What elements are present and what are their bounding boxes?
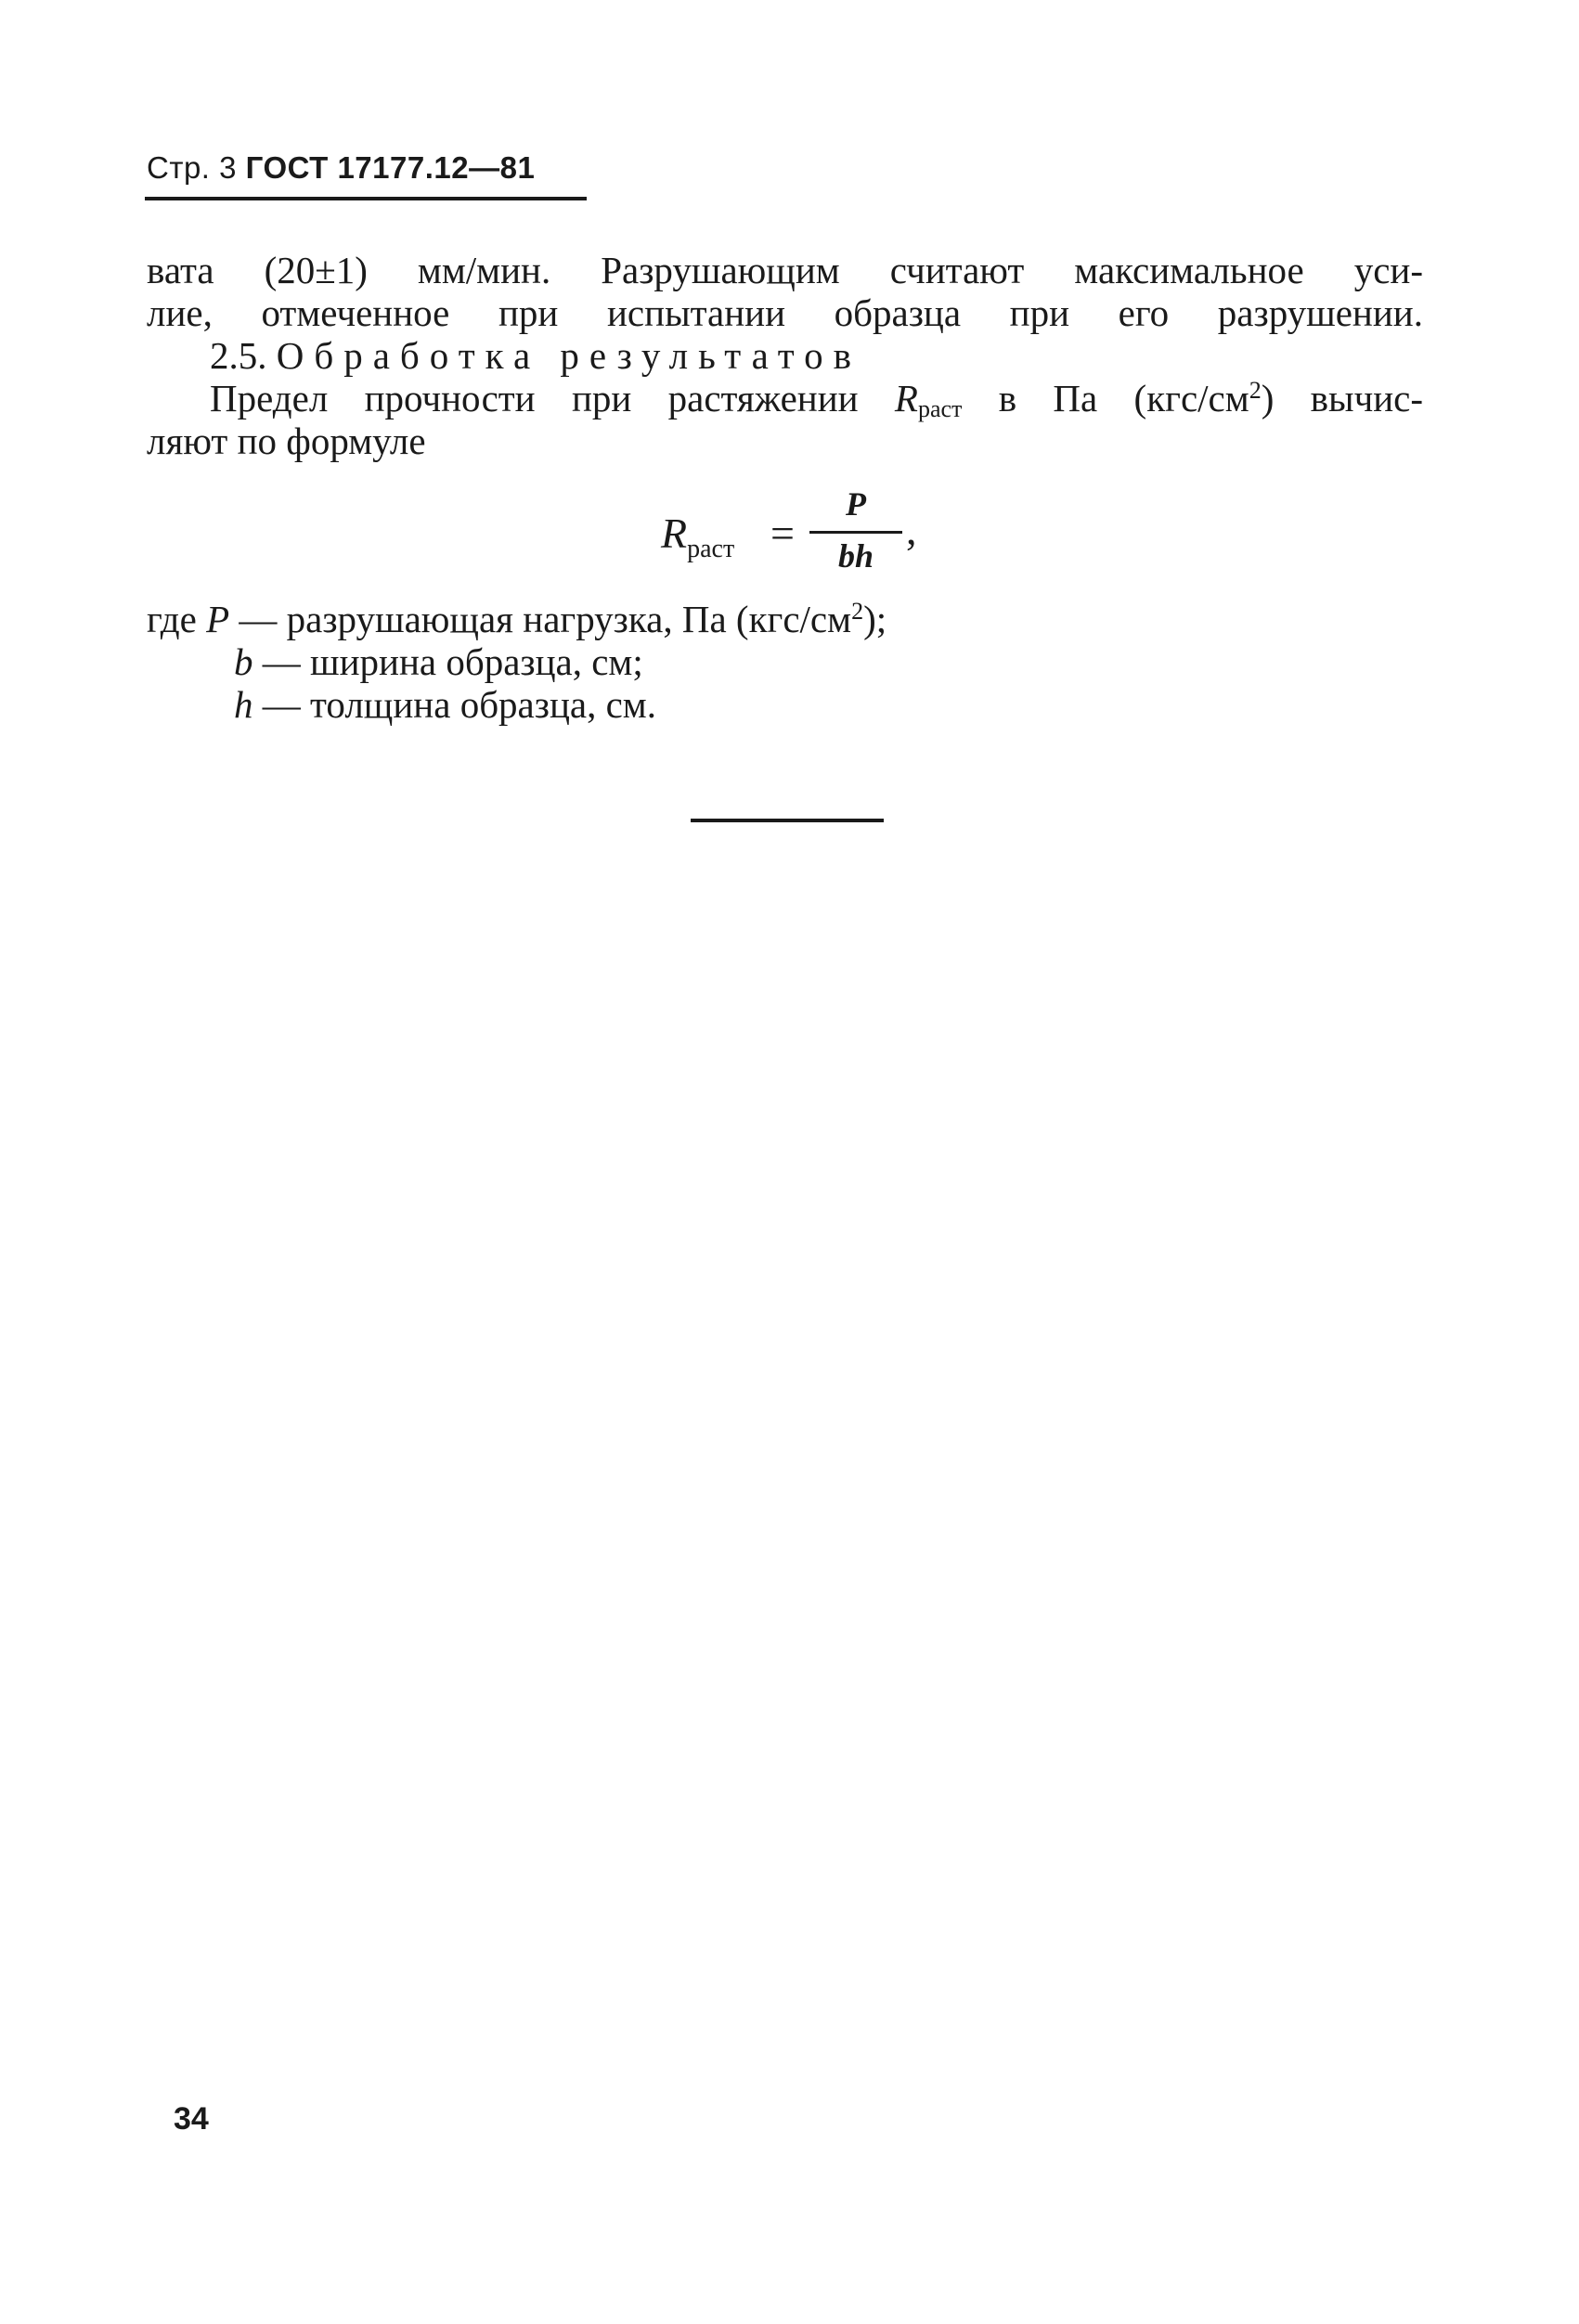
- text-run: Предел прочности при растяжении: [210, 377, 895, 420]
- fraction-bar: [809, 531, 902, 534]
- section-number: 2.5.: [210, 334, 267, 377]
- legend-text: — ширина образца, см;: [252, 640, 643, 683]
- page-number: 34: [174, 2101, 209, 2137]
- paragraph-line: [210, 377, 1423, 420]
- legend-item: [147, 598, 887, 640]
- formula-symbol: R: [661, 510, 688, 557]
- page-header: [147, 150, 535, 186]
- paragraph-line: вата (20±1) мм/мин. Разрушающим считают максимальное уси-: [147, 249, 1423, 291]
- legend-symbol: P: [206, 598, 230, 640]
- end-rule: [691, 819, 884, 822]
- paragraph-line: ляют по формуле: [147, 420, 426, 462]
- legend-item: [234, 683, 656, 726]
- legend-text: );: [863, 598, 887, 640]
- formula-numerator: P: [846, 485, 866, 523]
- section-title: Обработка результатов: [276, 334, 862, 377]
- formula-denominator: bh: [837, 537, 874, 575]
- text-run: ) вычис-: [1261, 377, 1423, 420]
- formula-subscript: раст: [687, 535, 735, 563]
- paragraph-line: лие, отмеченное при испытании образца при его разрушении.: [147, 291, 1423, 334]
- formula-lhs: [661, 509, 735, 563]
- section-heading: [210, 334, 861, 377]
- superscript: 2: [851, 598, 864, 625]
- text-run: в Па (кгс/см: [962, 377, 1249, 420]
- legend-symbol: h: [234, 683, 253, 726]
- superscript: 2: [1249, 377, 1262, 404]
- legend-item: [234, 640, 643, 683]
- formula: [661, 484, 939, 587]
- legend-symbol: b: [234, 640, 253, 683]
- legend-text: — разрушающая нагрузка, Па (кгс/см: [229, 598, 852, 640]
- legend-intro: где: [147, 598, 197, 640]
- legend-text: — толщина образца, см.: [252, 683, 656, 726]
- formula-equals: =: [770, 510, 795, 557]
- symbol-r: R: [894, 377, 918, 420]
- formula-comma: ,: [906, 506, 917, 553]
- standard-designation: ГОСТ 17177.12—81: [245, 150, 536, 185]
- page-label: Стр. 3: [147, 150, 237, 185]
- subscript: раст: [917, 395, 963, 422]
- header-rule: [145, 197, 587, 200]
